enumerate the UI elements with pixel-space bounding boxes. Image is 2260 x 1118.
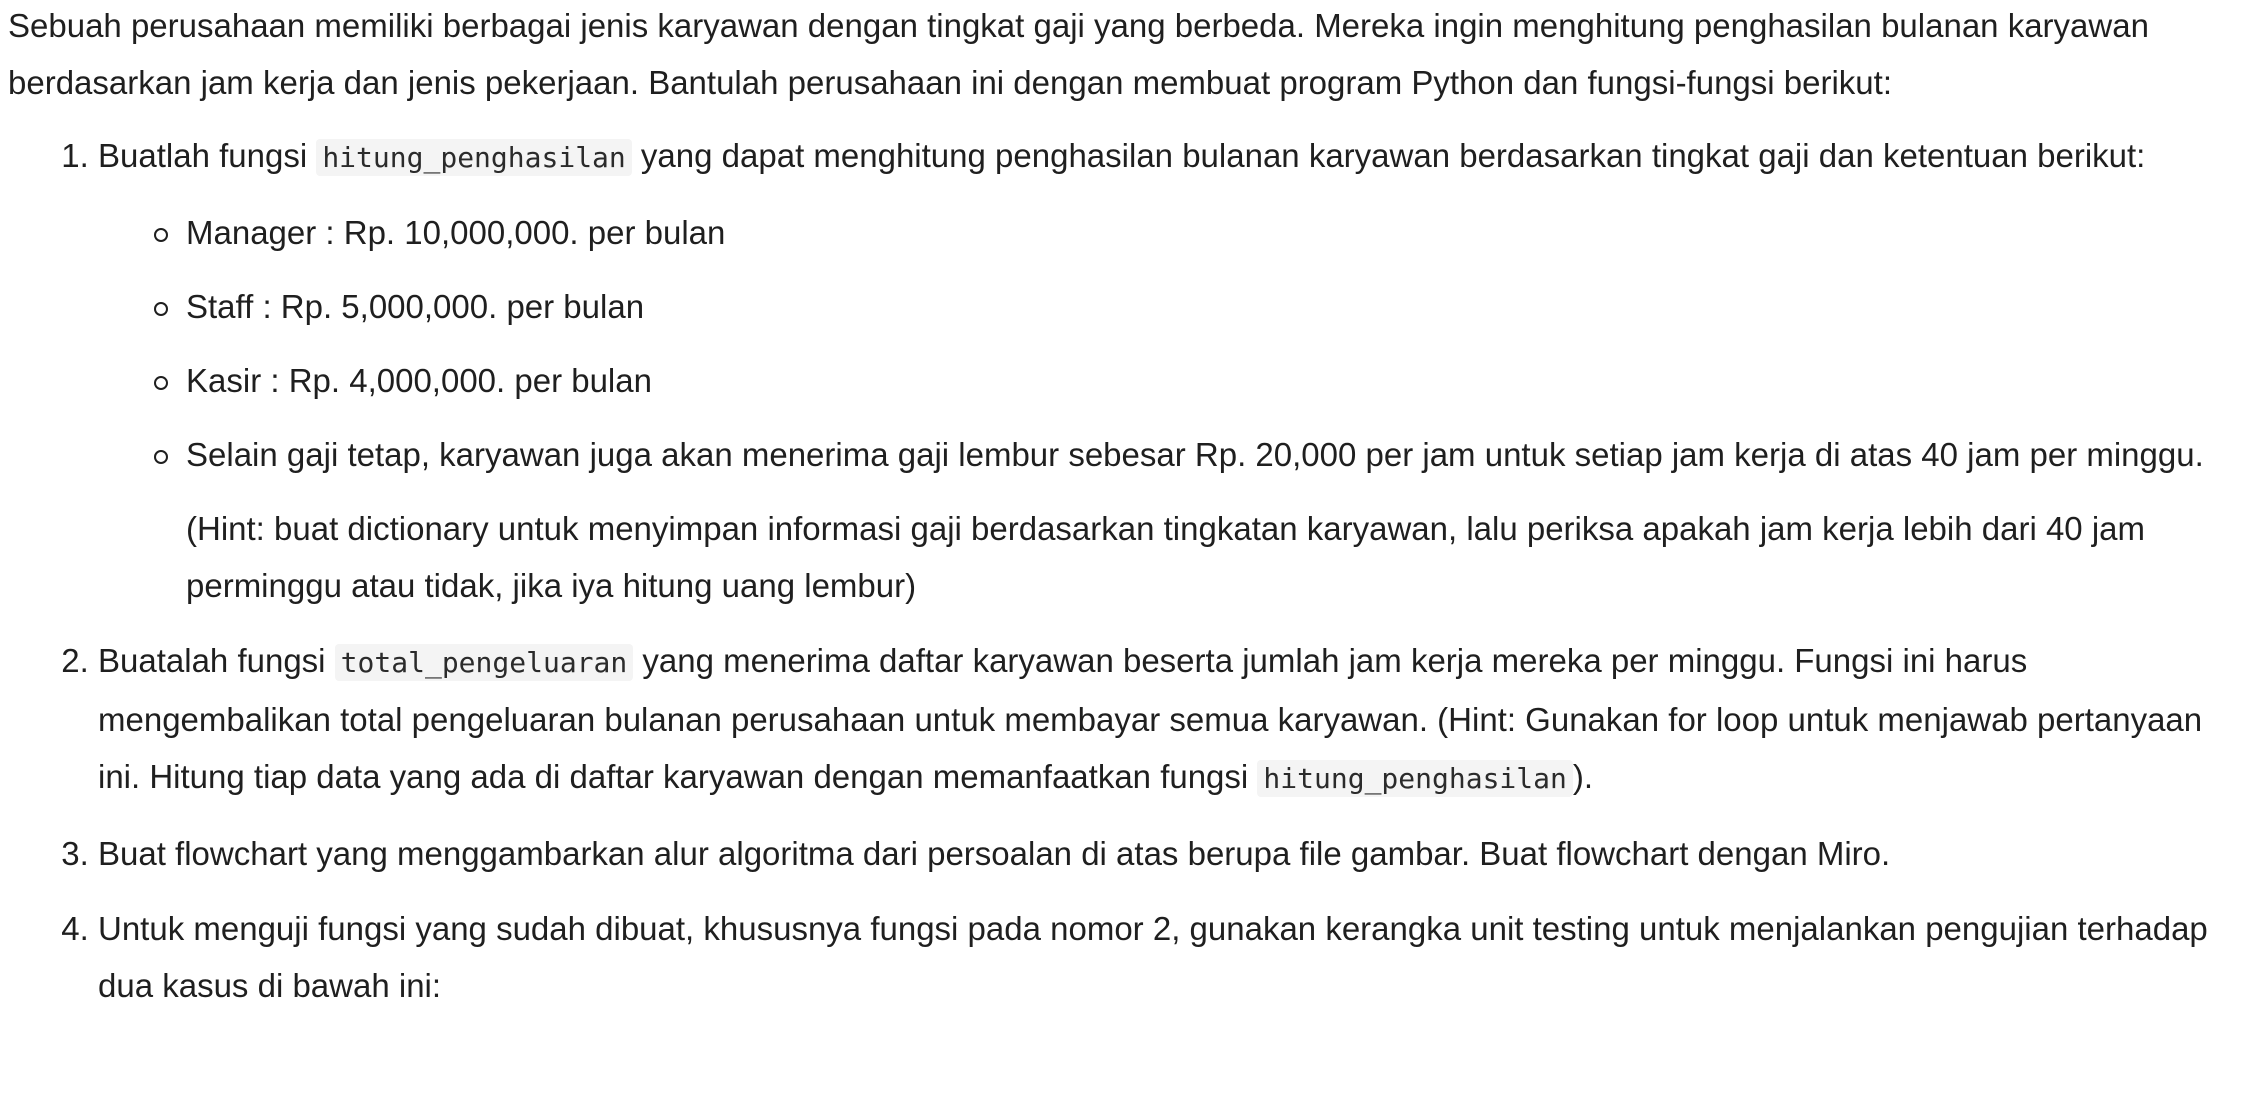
task-item-2	[98, 632, 2252, 807]
salary-item-kasir: Kasir : Rp. 4,000,000. per bulan	[186, 352, 2252, 409]
task-3-text: Buat flowchart yang menggambarkan alur algoritma dari persoalan di atas berupa file gambar. Buat flowchart dengan Miro.	[98, 835, 1891, 872]
task-item-3	[98, 825, 2252, 882]
task-item-4	[98, 900, 2252, 1014]
salary-item-staff: Staff : Rp. 5,000,000. per bulan	[186, 278, 2252, 335]
task-2-text-after: ).	[1572, 758, 1594, 795]
task-list	[8, 127, 2252, 1014]
task-1-text-before: Buatlah fungsi	[98, 137, 317, 174]
task-2-text-before: Buatalah fungsi	[98, 642, 335, 679]
function-name-hitung-penghasilan: hitung_penghasilan	[316, 139, 631, 176]
salary-item-overtime	[186, 426, 2252, 614]
overtime-rule-text: Selain gaji tetap, karyawan juga akan menerima gaji lembur sebesar Rp. 20,000 per jam untuk setiap jam kerja di atas 40 jam per minggu.	[186, 436, 2204, 473]
task-4-text: Untuk menguji fungsi yang sudah dibuat, khususnya fungsi pada nomor 2, gunakan kerangka unit testing untuk menjalankan pengujian terhadap dua kasus di bawah ini:	[98, 910, 2208, 1004]
task-item-1	[98, 127, 2252, 614]
function-name-hitung-penghasilan-ref: hitung_penghasilan	[1257, 760, 1572, 797]
intro-paragraph: Sebuah perusahaan memiliki berbagai jenis karyawan dengan tingkat gaji yang berbeda. Mereka ingin menghitung penghasilan bulanan karyawan berdasarkan jam kerja dan jenis pekerjaan. Bantulah perusahaan ini dengan membuat program Python dan fungsi-fungsi berikut:	[8, 7, 2149, 101]
task-1-hint: (Hint: buat dictionary untuk menyimpan informasi gaji berdasarkan tingkatan karyawan, lalu periksa apakah jam kerja lebih dari 40 jam perminggu atau tidak, jika iya hitung uang lembur)	[186, 510, 2146, 604]
function-name-total-pengeluaran: total_pengeluaran	[335, 644, 634, 681]
task-1-text-after: yang dapat menghitung penghasilan bulanan karyawan berdasarkan tingkat gaji dan ketentuan berikut:	[631, 137, 2146, 174]
salary-item-manager: Manager : Rp. 10,000,000. per bulan	[186, 204, 2252, 261]
task-2-text-middle: yang menerima daftar karyawan beserta jumlah jam kerja mereka per minggu. Fungsi ini harus mengembalikan total pengeluaran bulanan perusahaan untuk membayar semua karyawan. (Hint: Gunakan for loop untuk menjawab pertanyaan ini. Hitung tiap data yang ada di daftar karyawan dengan memanfaatkan fungsi	[98, 642, 2203, 795]
salary-list	[98, 204, 2252, 614]
